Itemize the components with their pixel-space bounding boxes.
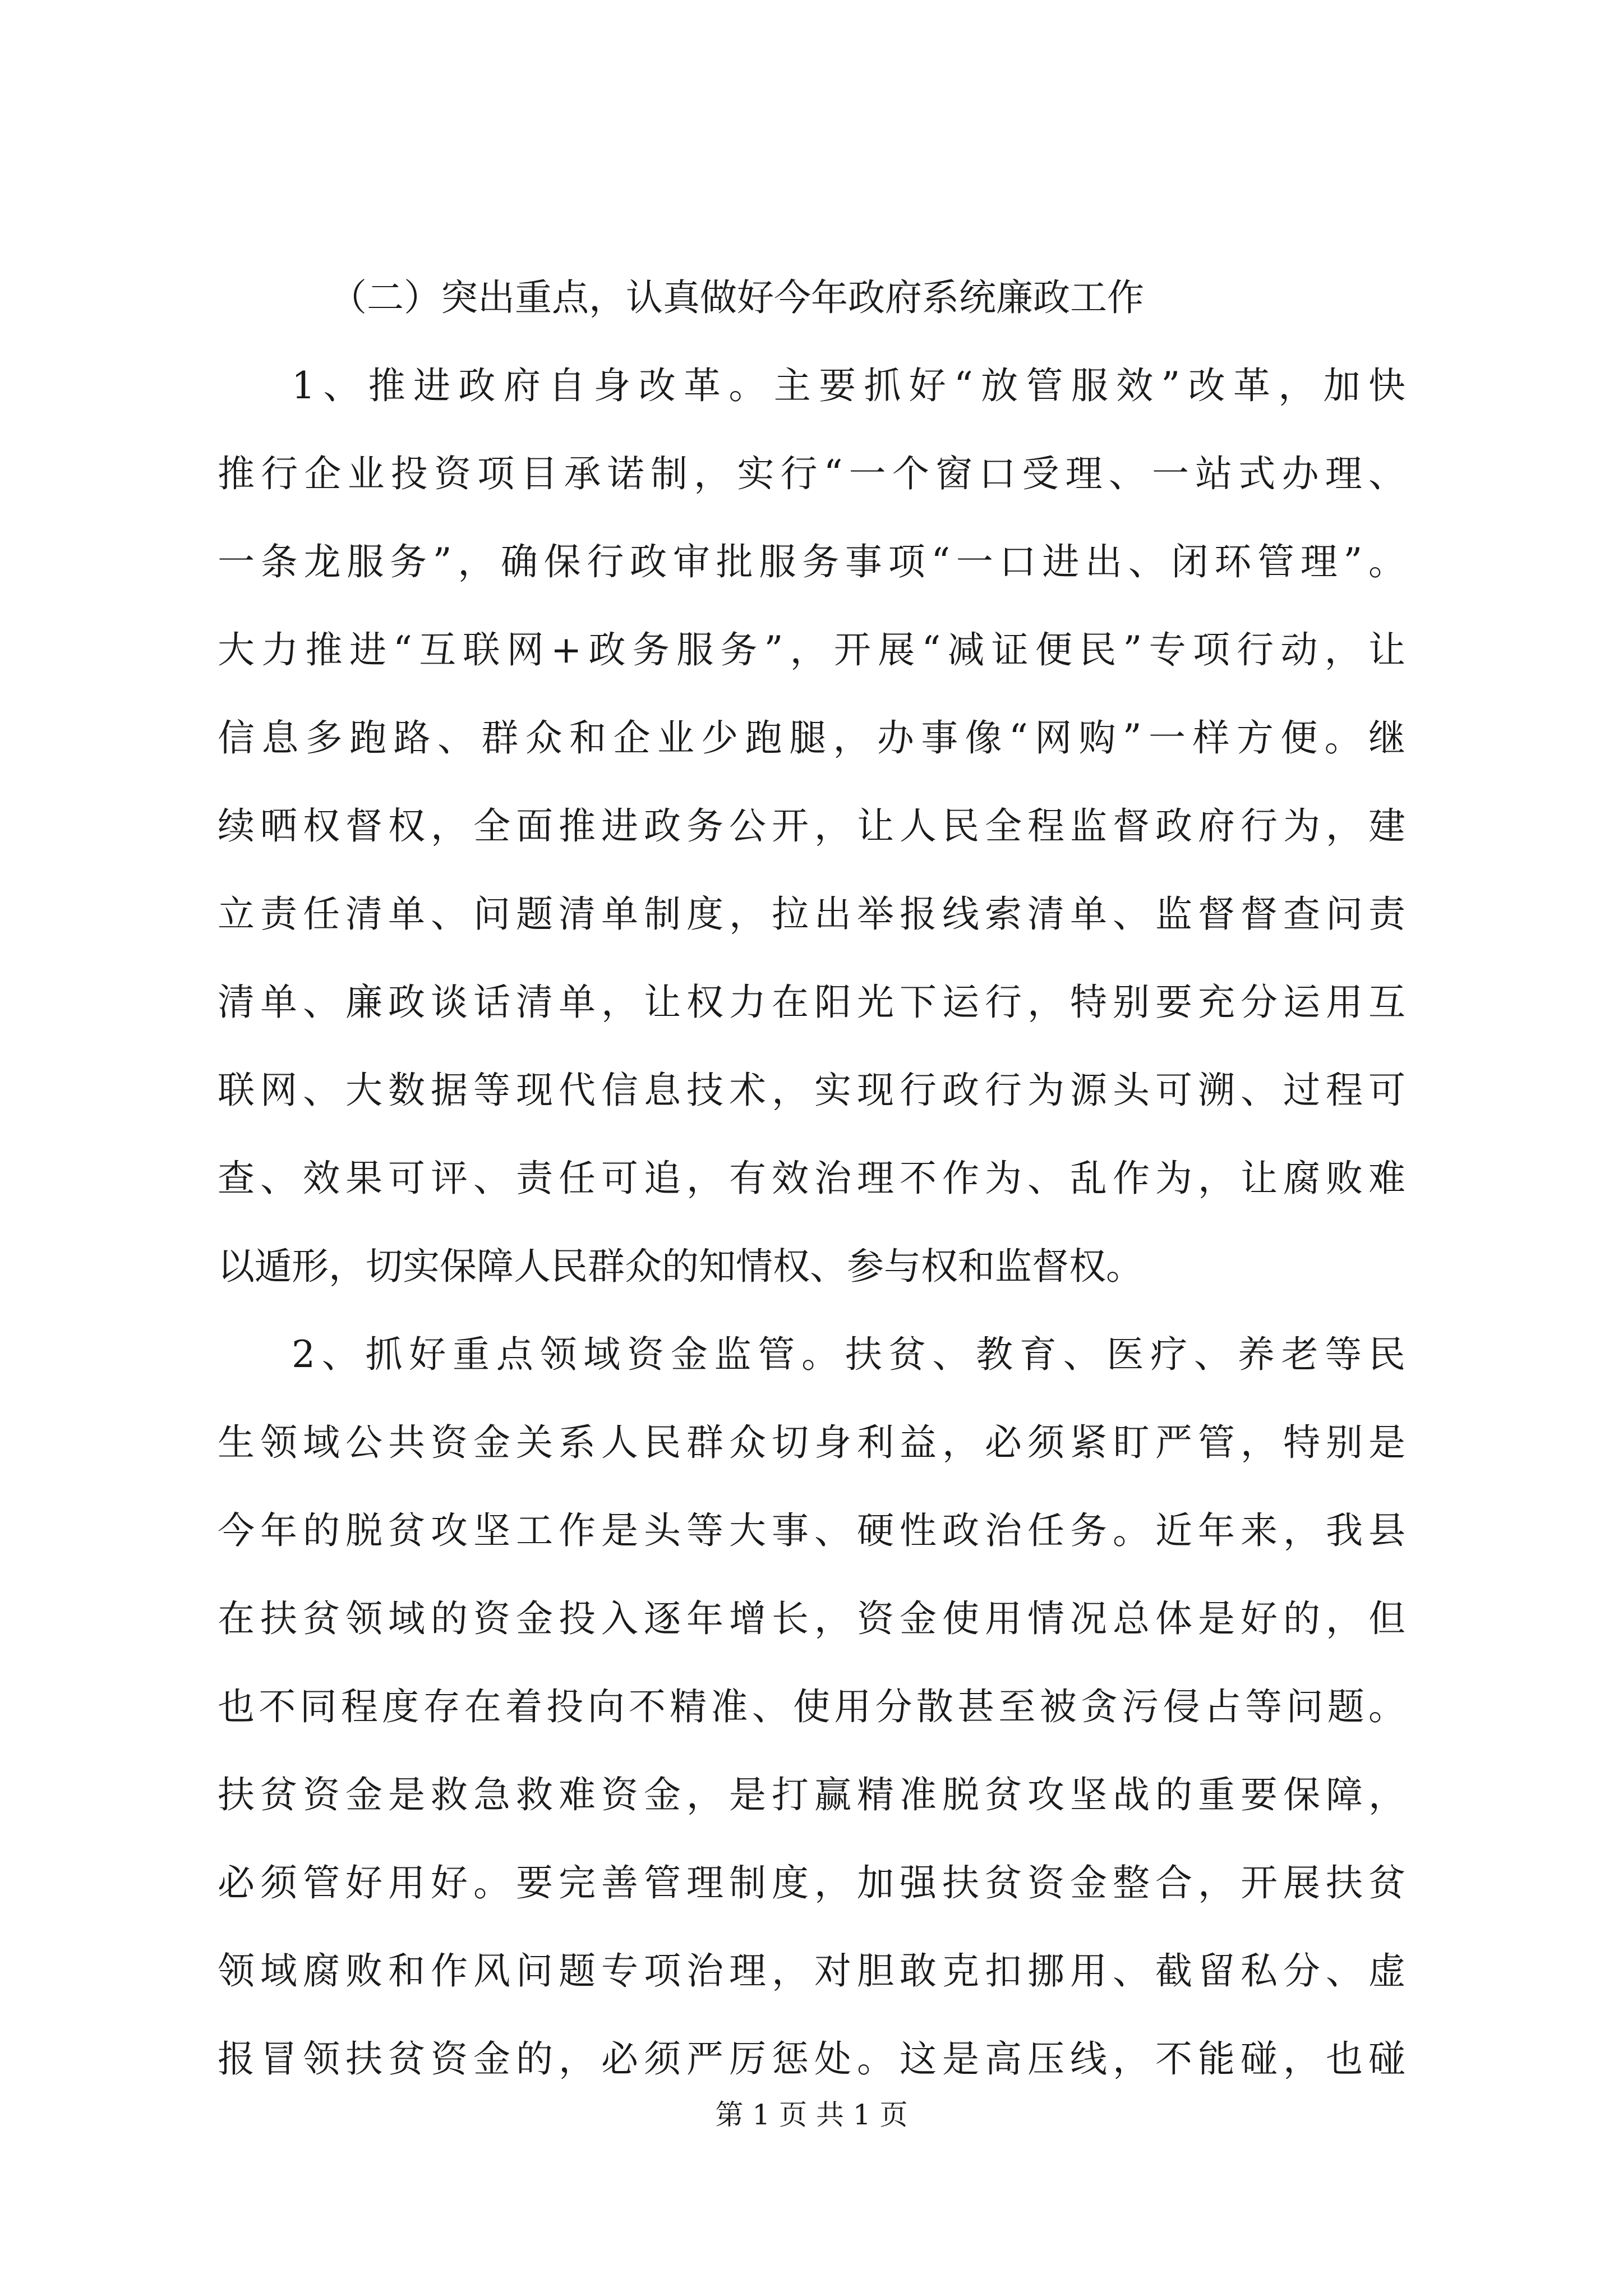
paragraph-line: 扶贫资金是救急救难资金，是打赢精准脱贫攻坚战的重要保障， xyxy=(218,1773,1405,1816)
paragraph-line: 续晒权督权，全面推进政务公开，让人民全程监督政府行为，建 xyxy=(218,804,1405,848)
paragraph-1 xyxy=(218,342,1405,1310)
paragraph-line: 大力推进“互联网+政务服务”，开展“减证便民”专项行动，让 xyxy=(218,628,1405,671)
page-footer xyxy=(0,2098,1623,2132)
paragraph-line: 联网、大数据等现代信息技术，实现行政行为源头可溯、过程可 xyxy=(218,1069,1405,1112)
paragraph-line: 领域腐败和作风问题专项治理，对胆敢克扣挪用、截留私分、虚 xyxy=(218,1949,1405,1993)
paragraph-2 xyxy=(218,1310,1405,2103)
paragraph-line: 以遁形，切实保障人民群众的知情权、参与权和监督权。 xyxy=(218,1245,1143,1288)
paragraph-line: 必须管好用好。要完善管理制度，加强扶贫资金整合，开展扶贫 xyxy=(218,1861,1405,1904)
paragraph-line: 1、推进政府自身改革。主要抓好“放管服效”改革，加快 xyxy=(292,364,1405,407)
document-body xyxy=(218,254,1405,2103)
paragraph-line: 生领域公共资金关系人民群众切身利益，必须紧盯严管，特别是 xyxy=(218,1421,1405,1464)
paragraph-line: 报冒领扶贫资金的，必须严厉惩处。这是高压线，不能碰，也碰 xyxy=(218,2037,1405,2081)
paragraph-line: 一条龙服务”，确保行政审批服务事项“一口进出、闭环管理”。 xyxy=(218,540,1405,583)
paragraph-line: 今年的脱贫攻坚工作是头等大事、硬性政治任务。近年来，我县 xyxy=(218,1509,1405,1552)
paragraph-line: 清单、廉政谈话清单，让权力在阳光下运行，特别要充分运用互 xyxy=(218,981,1405,1024)
paragraph-line: 查、效果可评、责任可追，有效治理不作为、乱作为，让腐败难 xyxy=(218,1157,1405,1200)
section-heading: （二）突出重点，认真做好今年政府系统廉政工作 xyxy=(330,276,1144,319)
paragraph-line: 立责任清单、问题清单制度，拉出举报线索清单、监督督查问责 xyxy=(218,892,1405,936)
paragraph-line: 信息多跑路、群众和企业少跑腿，办事像“网购”一样方便。继 xyxy=(218,716,1405,760)
paragraph-line: 也不同程度存在着投向不精准、使用分散甚至被贪污侵占等问题。 xyxy=(218,1685,1405,1728)
paragraph-line: 推行企业投资项目承诺制，实行“一个窗口受理、一站式办理、 xyxy=(218,452,1405,495)
paragraph-line: 2、抓好重点领域资金监管。扶贫、教育、医疗、养老等民 xyxy=(292,1333,1405,1376)
page-number-label: 第 1 页 共 1 页 xyxy=(715,2099,908,2131)
paragraph-line: 在扶贫领域的资金投入逐年增长，资金使用情况总体是好的，但 xyxy=(218,1597,1405,1640)
